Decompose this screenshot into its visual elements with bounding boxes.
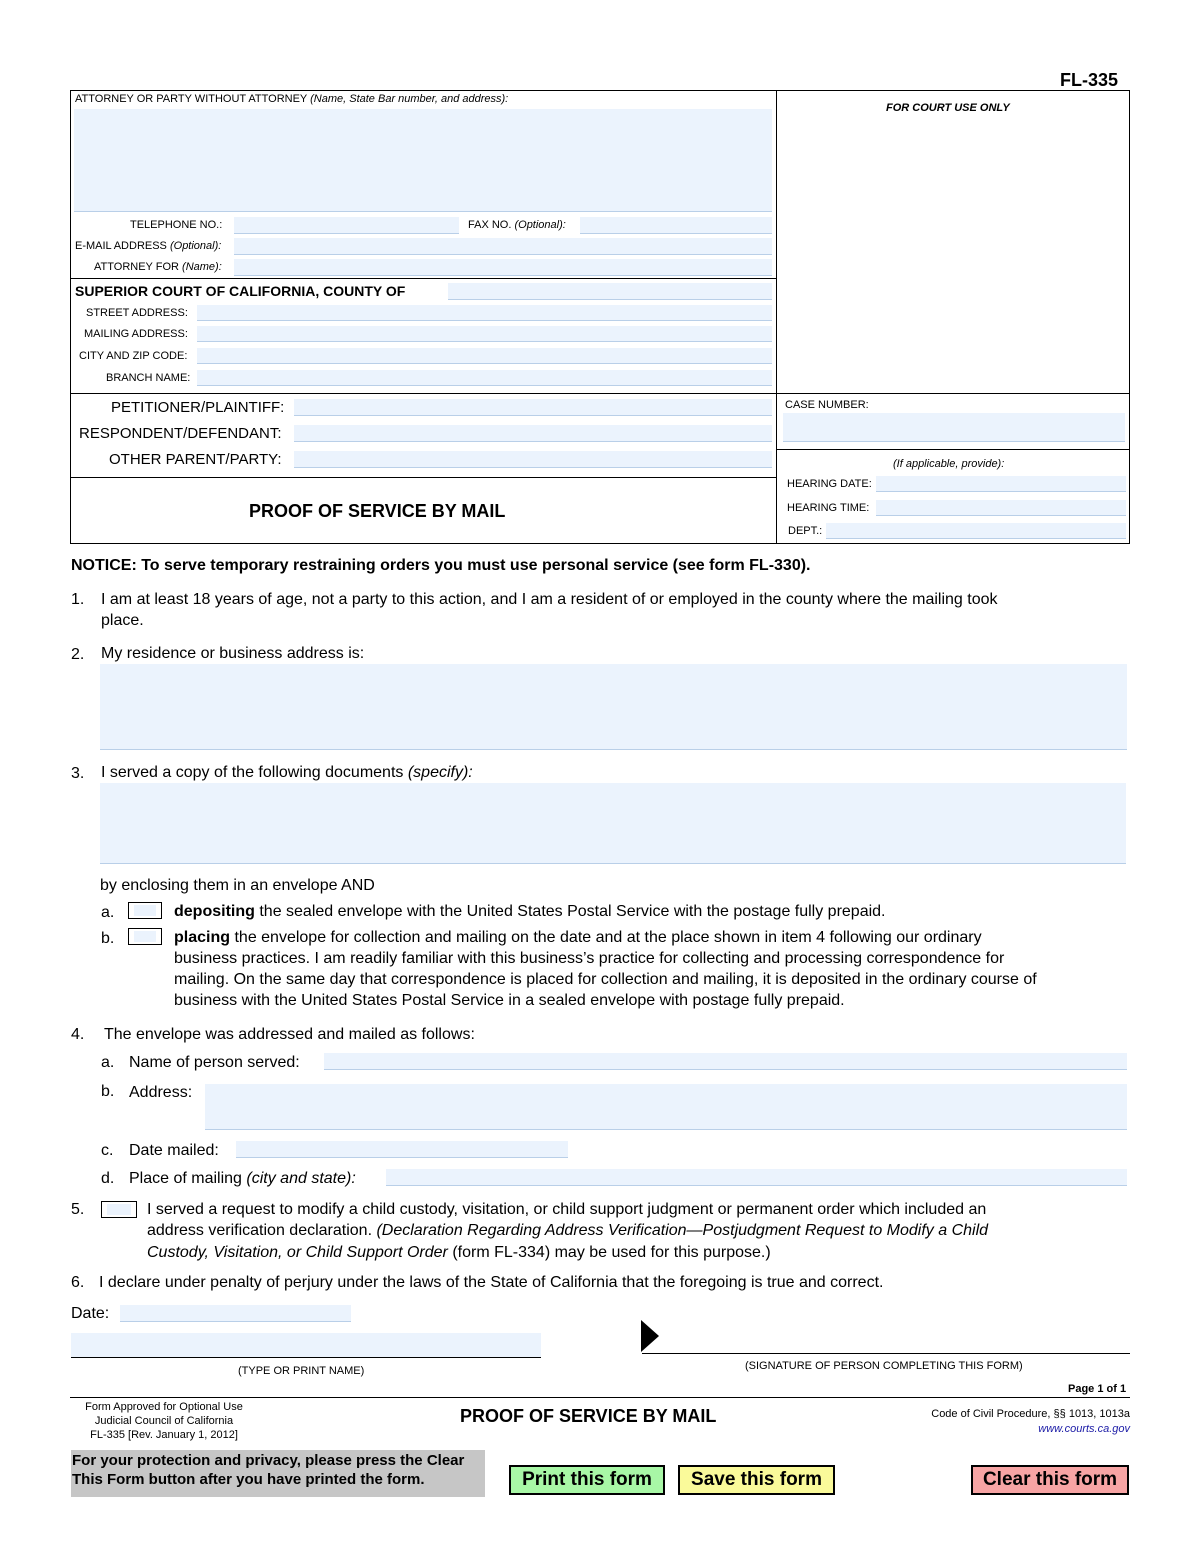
item-3a-letter: a. — [101, 904, 115, 921]
caption-line-1 — [70, 278, 777, 279]
item-2-text: My residence or business address is: — [101, 645, 365, 662]
if-applicable-label: (If applicable, provide): — [893, 458, 1005, 470]
privacy-note: For your protection and privacy, please press the Clear This Form button after you have printed the form. — [71, 1450, 485, 1497]
item-3-text: I served a copy of the following documents (specify): — [101, 764, 473, 781]
footer-rule — [70, 1397, 1130, 1398]
dept-label: DEPT.: — [788, 525, 823, 537]
item-6-number: 6. — [71, 1274, 85, 1291]
item-3b-line4: business with the United States Postal Service in a sealed envelope with postage fully prepaid. — [174, 992, 845, 1009]
form-approved: Form Approved for Optional Use Judicial Council of California FL-335 [Rev. January 1, 2012] — [85, 1401, 243, 1441]
courts-link[interactable]: www.courts.ca.gov — [1038, 1423, 1130, 1435]
item-4-number: 4. — [71, 1026, 85, 1043]
other-party-field[interactable] — [294, 451, 772, 468]
item-5-line3: Custody, Visitation, or Child Support Order (form FL-334) may be used for this purpose.) — [147, 1244, 771, 1261]
page-count: Page 1 of 1 — [1068, 1383, 1127, 1395]
item-4b-text: Address: — [129, 1084, 193, 1101]
attorney-label: ATTORNEY OR PARTY WITHOUT ATTORNEY (Name, State Bar number, and address): — [75, 93, 509, 105]
caption-line-3 — [70, 477, 777, 478]
code-citation: Code of Civil Procedure, §§ 1013, 1013a — [931, 1408, 1130, 1420]
print-button[interactable]: Print this form — [509, 1465, 665, 1495]
respondent-label: RESPONDENT/DEFENDANT: — [79, 425, 282, 442]
hearing-date-label: HEARING DATE: — [787, 478, 872, 490]
case-number-field[interactable] — [783, 413, 1125, 442]
caption-title: PROOF OF SERVICE BY MAIL — [249, 501, 506, 521]
form-number: FL-335 — [1060, 70, 1119, 90]
type-name-field[interactable] — [71, 1333, 541, 1358]
caption-divider — [776, 90, 777, 544]
item-4d-text: Place of mailing (city and state): — [129, 1170, 356, 1187]
court-use-label: FOR COURT USE ONLY — [886, 102, 1010, 114]
signature-date-field[interactable] — [120, 1305, 351, 1322]
telephone-label: TELEPHONE NO.: — [130, 219, 223, 231]
item-4c-letter: c. — [101, 1142, 114, 1159]
item-3b-letter: b. — [101, 930, 115, 947]
item-4d-letter: d. — [101, 1170, 115, 1187]
date-mailed-field[interactable] — [236, 1141, 568, 1158]
served-address-field[interactable] — [205, 1084, 1127, 1130]
branch-name-field[interactable] — [197, 370, 772, 386]
place-of-mailing-field[interactable] — [386, 1169, 1127, 1186]
attorney-name-field[interactable] — [74, 109, 772, 212]
respondent-field[interactable] — [294, 425, 772, 442]
email-label: E-MAIL ADDRESS (Optional): — [75, 240, 222, 252]
caption-line-4 — [776, 449, 1130, 450]
item-4a-text: Name of person served: — [129, 1054, 300, 1071]
other-party-label: OTHER PARENT/PARTY: — [109, 451, 282, 468]
type-name-label: (TYPE OR PRINT NAME) — [238, 1365, 365, 1377]
item-3b-line3: mailing. On the same day that correspondence is placed for collection and mailing, it is deposited in the ordinary course of — [174, 971, 1037, 988]
street-address-field[interactable] — [197, 305, 772, 321]
enclosing-text: by enclosing them in an envelope AND — [100, 877, 375, 894]
item-3b-line1: placing the envelope for collection and mailing on the date and at the place shown in item 4 following our ordinary — [174, 929, 982, 946]
item-4c-text: Date mailed: — [129, 1142, 219, 1159]
city-zip-field[interactable] — [197, 348, 772, 364]
item-5-number: 5. — [71, 1201, 85, 1218]
item-5-line2: address verification declaration. (Declaration Regarding Address Verification—Postjudgment Request to Modify a Child — [147, 1222, 989, 1239]
signature-label: (SIGNATURE OF PERSON COMPLETING THIS FORM) — [745, 1360, 1023, 1372]
caption-line-2 — [70, 393, 1130, 394]
item-4-text: The envelope was addressed and mailed as follows: — [104, 1026, 475, 1043]
signature-arrow-icon — [641, 1320, 659, 1352]
notice-text: NOTICE: To serve temporary restraining orders you must use personal service (see form FL-330). — [71, 557, 811, 574]
attorney-for-label: ATTORNEY FOR (Name): — [94, 261, 222, 273]
save-button[interactable]: Save this form — [678, 1465, 835, 1495]
item-3b-line2: business practices. I am readily familiar with this business’s practice for collecting and processing correspondence for — [174, 950, 1005, 967]
item-3a-text: depositing the sealed envelope with the United States Postal Service with the postage fully prepaid. — [174, 903, 886, 920]
fax-field[interactable] — [580, 217, 772, 234]
person-served-field[interactable] — [324, 1053, 1127, 1070]
item-1-text-line1: I am at least 18 years of age, not a party to this action, and I am a resident of or employed in the county where the mailing took — [101, 591, 998, 608]
dept-field[interactable] — [826, 523, 1126, 539]
county-field[interactable] — [448, 283, 772, 300]
documents-served-field[interactable] — [100, 783, 1126, 864]
item-1-number: 1. — [71, 591, 85, 608]
item-5-line1: I served a request to modify a child custody, visitation, or child support judgment or permanent order which included an — [147, 1201, 987, 1218]
mailing-address-label: MAILING ADDRESS: — [84, 328, 188, 340]
street-address-label: STREET ADDRESS: — [86, 307, 188, 319]
fax-label: FAX NO. (Optional): — [468, 219, 566, 231]
hearing-time-label: HEARING TIME: — [787, 502, 870, 514]
hearing-date-field[interactable] — [876, 476, 1126, 492]
depositing-checkbox[interactable] — [128, 902, 162, 919]
placing-checkbox[interactable] — [128, 928, 162, 945]
item-4b-letter: b. — [101, 1083, 115, 1100]
item-2-number: 2. — [71, 646, 85, 663]
city-zip-label: CITY AND ZIP CODE: — [79, 350, 188, 362]
attorney-for-field[interactable] — [234, 259, 772, 276]
clear-button[interactable]: Clear this form — [971, 1465, 1129, 1495]
date-label: Date: — [71, 1305, 110, 1322]
footer-title: PROOF OF SERVICE BY MAIL — [460, 1406, 717, 1426]
residence-address-field[interactable] — [100, 664, 1127, 750]
item-6-text: I declare under penalty of perjury under the laws of the State of California that the foregoing is true and correct. — [99, 1274, 884, 1291]
telephone-field[interactable] — [234, 217, 459, 234]
item-4a-letter: a. — [101, 1054, 115, 1071]
branch-name-label: BRANCH NAME: — [106, 372, 191, 384]
email-field[interactable] — [234, 238, 772, 255]
court-label: SUPERIOR COURT OF CALIFORNIA, COUNTY OF — [75, 283, 406, 299]
petitioner-field[interactable] — [294, 399, 772, 416]
signature-line[interactable] — [642, 1353, 1130, 1354]
address-verification-checkbox[interactable] — [101, 1201, 137, 1218]
case-number-label: CASE NUMBER: — [785, 399, 869, 411]
hearing-time-field[interactable] — [876, 500, 1126, 516]
mailing-address-field[interactable] — [197, 326, 772, 342]
petitioner-label: PETITIONER/PLAINTIFF: — [111, 399, 285, 416]
item-1-text-line2: place. — [101, 612, 144, 629]
item-3-number: 3. — [71, 765, 85, 782]
